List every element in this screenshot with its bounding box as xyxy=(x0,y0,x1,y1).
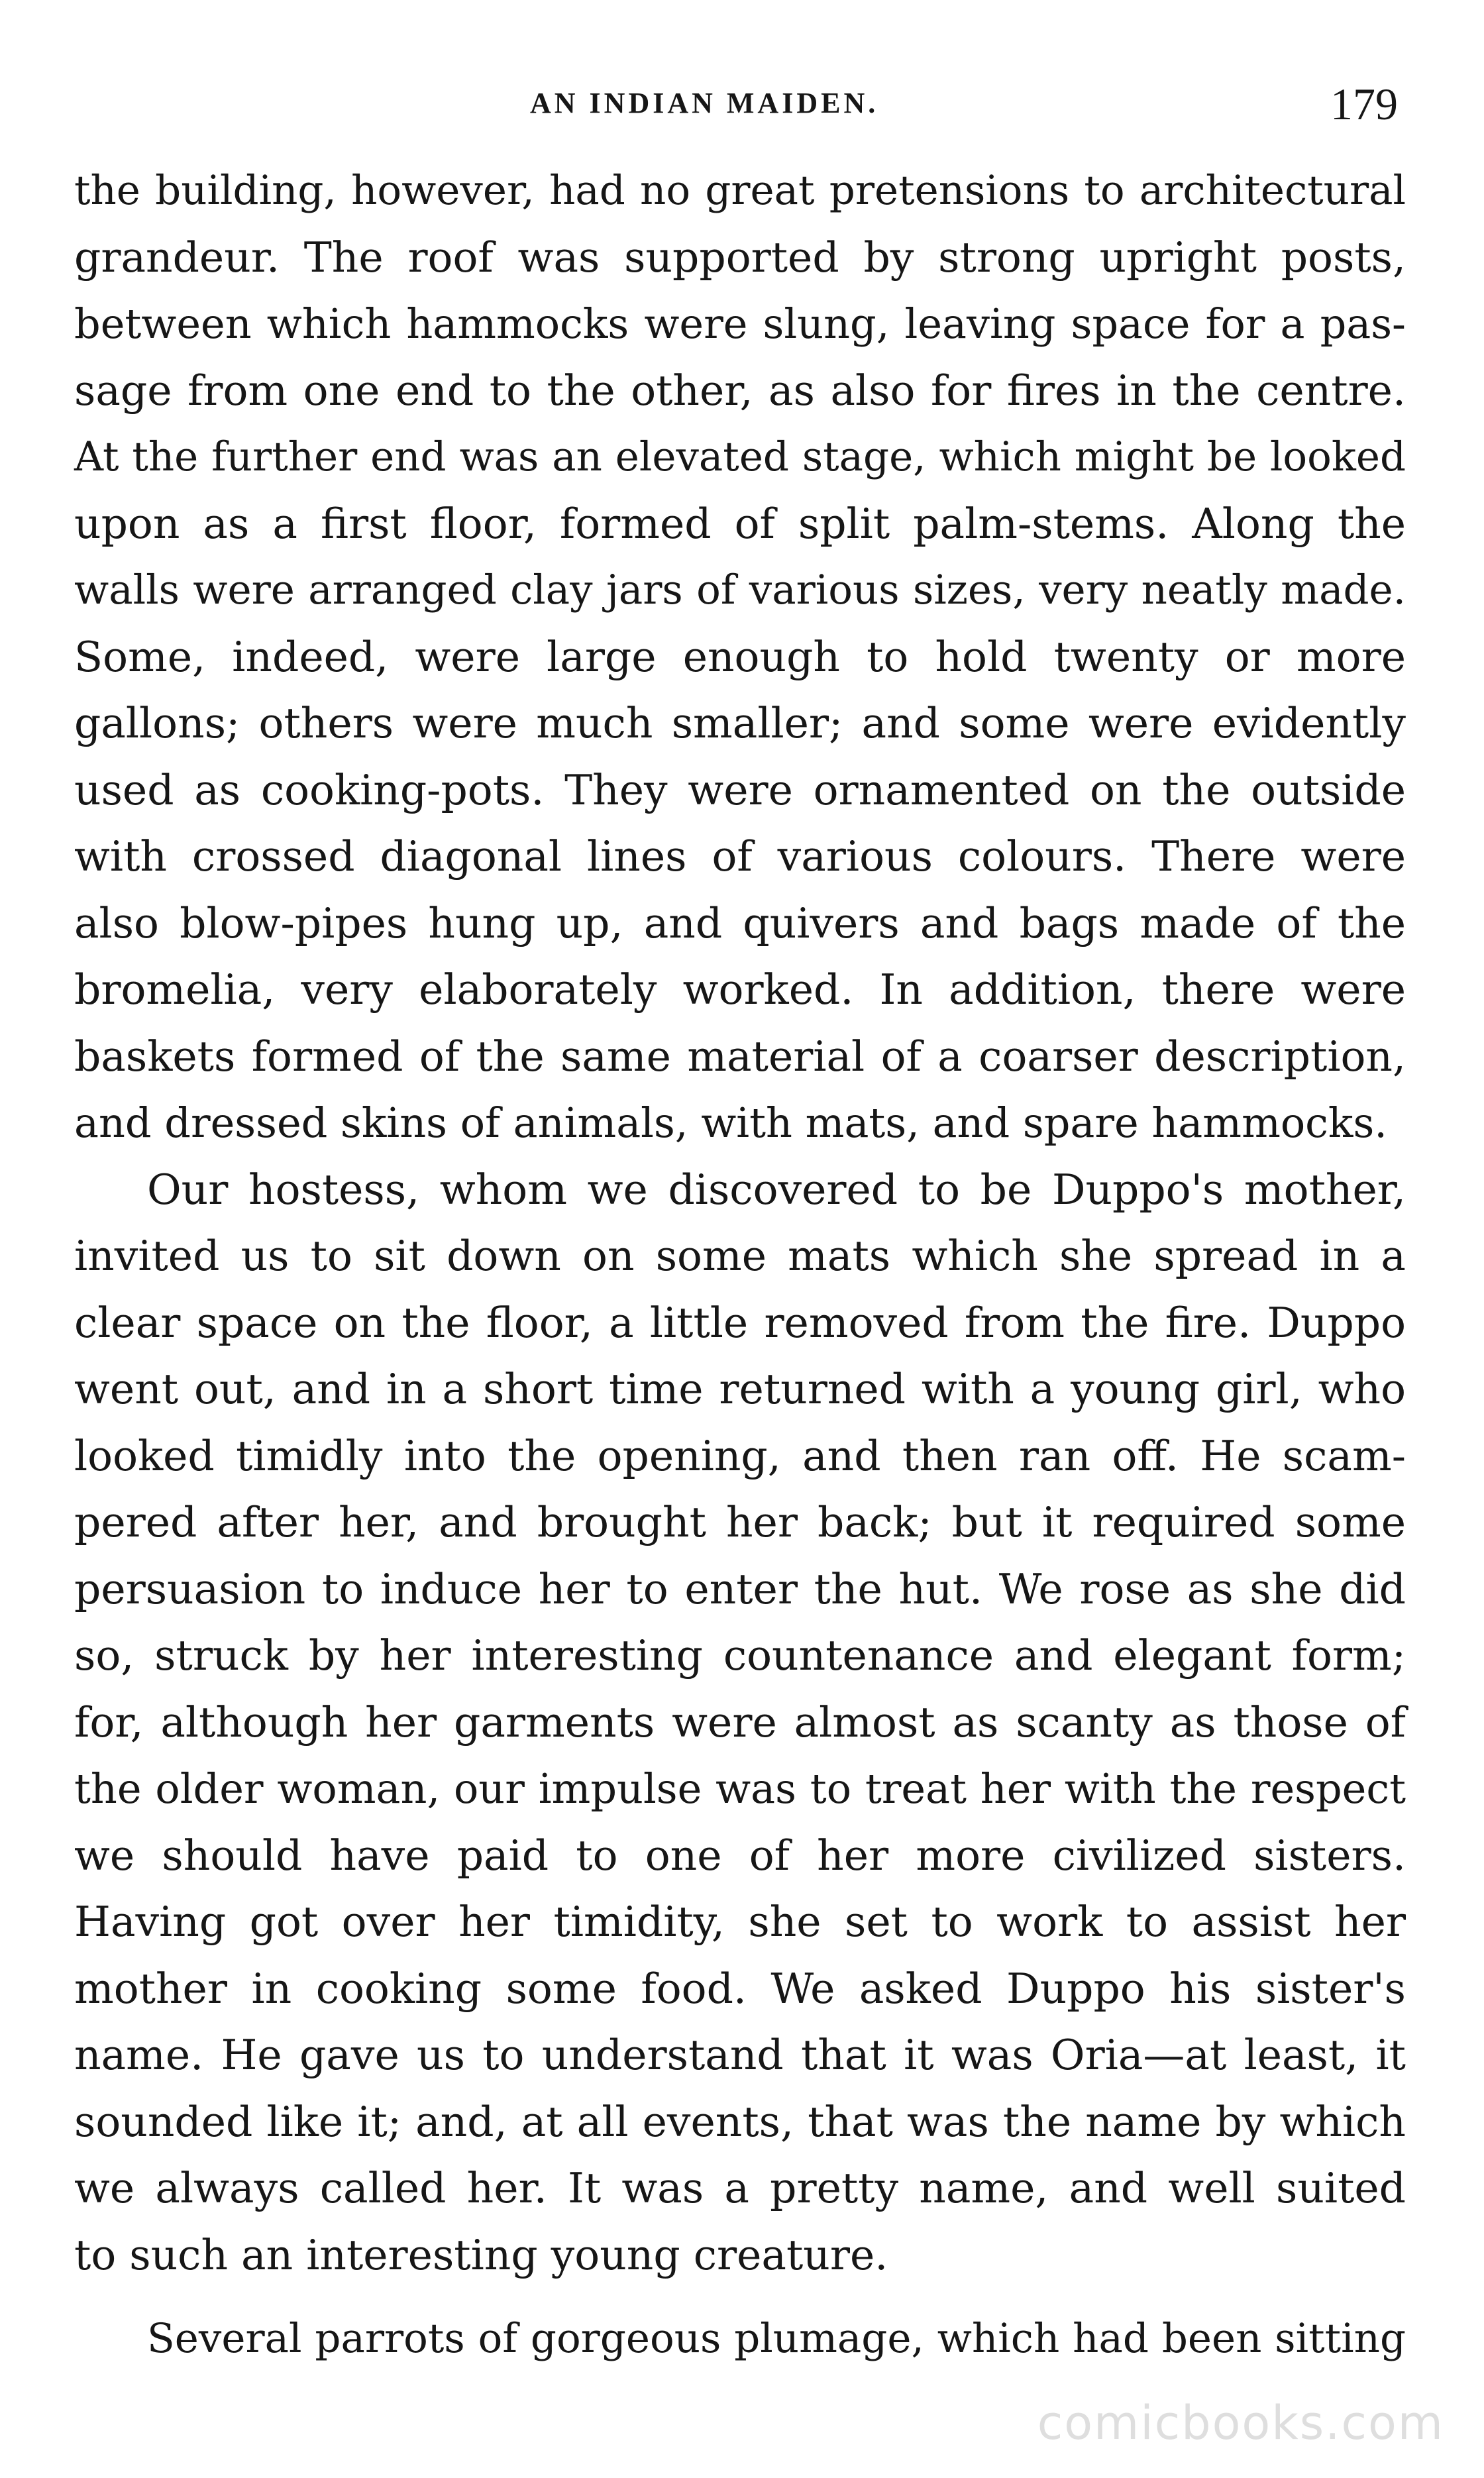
text-line: to such an interesting young creature. xyxy=(74,2230,888,2279)
text-line: Several parrots of gorgeous plumage, which had been sitting xyxy=(147,2315,1406,2362)
text-line: Some, indeed, were large enough to hold twenty or more xyxy=(74,632,1406,681)
text-line: we should have paid to one of her more civilized sisters. xyxy=(74,1831,1406,1880)
text-line: used as cooking-pots. They were ornamented on the outside xyxy=(74,765,1406,814)
text-line: sounded like it; and, at all events, that was the name by which xyxy=(74,2097,1406,2146)
text-line: we always called her. It was a pretty name, and well suited xyxy=(74,2164,1406,2212)
text-line: invited us to sit down on some mats which she spread in a xyxy=(74,1232,1406,1280)
text-line: At the further end was an elevated stage, which might be looked xyxy=(74,433,1406,480)
text-line: name. He gave us to understand that it was Oria—at least, it xyxy=(74,2031,1406,2079)
text-line: bromelia, very elaborately worked. In addition, there were xyxy=(74,965,1406,1014)
text-line: for, although her garments were almost as scanty as those of xyxy=(74,1697,1406,1747)
text-line: so, struck by her interesting countenance and elegant form; xyxy=(74,1631,1406,1680)
text-line: Our hostess, whom we discovered to be Duppo's mother, xyxy=(147,1165,1406,1214)
text-line: pered after her, and brought her back; but it required some xyxy=(74,1498,1406,1546)
text-line: between which hammocks were slung, leaving space for a pas- xyxy=(74,299,1406,348)
text-line: walls were arranged clay jars of various sizes, very neatly made. xyxy=(74,566,1406,614)
page-number: 179 xyxy=(1330,79,1398,129)
text-line: grandeur. The roof was supported by strong upright posts, xyxy=(74,233,1406,282)
text-line: and dressed skins of animals, with mats, and spare hammocks. xyxy=(74,1099,1388,1147)
text-line: sage from one end to the other, as also for fires in the centre. xyxy=(74,366,1406,415)
running-head xyxy=(0,78,1484,138)
text-line: also blow-pipes hung up, and quivers and bags made of the xyxy=(74,898,1406,947)
text-line: clear space on the floor, a little removed from the fire. Duppo xyxy=(74,1298,1406,1347)
text-line: gallons; others were much smaller; and some were evidently xyxy=(74,699,1406,747)
text-line: the older woman, our impulse was to treat her with the respect xyxy=(74,1764,1406,1813)
text-line: looked timidly into the opening, and then ran off. He scam- xyxy=(74,1431,1406,1480)
text-line: baskets formed of the same material of a coarser description, xyxy=(74,1032,1406,1081)
text-line: the building, however, had no great pretensions to architectural xyxy=(74,167,1406,214)
text-line: mother in cooking some food. We asked Duppo his sister's xyxy=(74,1964,1406,2013)
running-title: AN INDIAN MAIDEN. xyxy=(530,87,879,119)
text-line: upon as a first floor, formed of split palm-stems. Along the xyxy=(74,499,1406,548)
body-text xyxy=(74,158,1406,2373)
text-line: with crossed diagonal lines of various colours. There were xyxy=(74,832,1406,881)
watermark: comicbooks.com xyxy=(1037,2396,1444,2450)
text-line: persuasion to induce her to enter the hut. We rose as she did xyxy=(74,1564,1406,1613)
text-line: went out, and in a short time returned with a young girl, who xyxy=(74,1365,1406,1413)
text-line: Having got over her timidity, she set to work to assist her xyxy=(74,1898,1406,1946)
